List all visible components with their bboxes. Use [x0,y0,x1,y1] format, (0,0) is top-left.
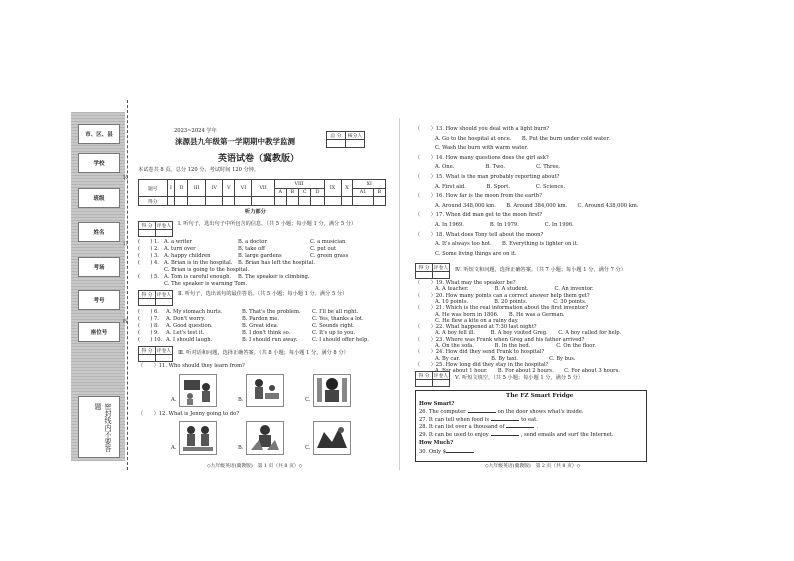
question-line[interactable]: （ ）16. How far is the moon from the earth? [415,193,542,200]
option-a: A. Tom is careful enough. [164,274,232,280]
question-line: A. 10 points. B. 20 points. C. 30 points. [435,298,587,305]
option-c: C. It's up to you. [312,330,356,336]
option-a: A. I should laugh. [166,337,213,343]
answer-paren[interactable]: ( ) [138,323,153,329]
question-line: A. He was born in 1806. B. He was a German. [435,311,565,318]
field-seat-number[interactable]: 座位号 [78,322,120,342]
section-3-heading: Ⅲ. 听对话和问题，选择正确答案。（共 8 小题；每小题 1 分，满分 8 分） [178,350,349,356]
cut-line [127,100,128,470]
line-end: on the door shows what's inside. [497,409,584,415]
field-name[interactable]: 姓名 [78,222,120,242]
sec4-score-box: 得 分 评卷人 [415,263,450,279]
question-line: A. For about 1 hour. B. For about 2 hours. C. For about 3 hours. [435,368,620,375]
item-number: 6. [154,309,159,315]
fridge-line [419,416,538,424]
answer-blank[interactable] [491,416,519,421]
question-line: A. Go to the hospital at once. B. Put the burn under cold water. [435,135,610,142]
exam-title: 涞源县九年级第一学期期中教学监测 [175,137,295,146]
sec2-score-box: 得 分 评卷人 [138,290,173,306]
line-start: 28. It can list over a thousand of [419,424,505,430]
question-line[interactable]: （ ）19. What may the speaker be? [415,280,516,286]
fridge-line [419,408,584,416]
option-a: A. Don't worry. [166,316,206,322]
option-a: A. turn over [164,246,196,252]
question-line[interactable]: （ ）17. When did man get to the moon first? [415,212,543,219]
item-number: 8. [154,323,159,329]
q12-image-c[interactable] [313,421,351,455]
item-number: 1. [154,239,159,245]
question-line[interactable]: （ ）25. How long did they stay in the hospital? [415,361,549,368]
option-a: A. happy children [164,253,211,259]
checker-cell[interactable] [346,140,365,148]
question-line[interactable]: （ ）14. How many questions does the girl ask? [415,154,549,161]
option-b: B. That's the problem. [242,309,301,315]
question-line[interactable]: （ ）24. How did they send Frank to hospital? [415,349,545,356]
q11-image-b[interactable] [246,374,284,407]
fridge-title: The FZ Smart Fridge [506,393,574,399]
option-b: B. Brian has left the hospital. [238,260,316,266]
sec1-score-box: 得 分 评卷人 [138,221,173,237]
option-c: C. Yes, thanks a lot. [312,316,364,322]
option-b: B. a doctor [238,239,267,245]
total-score-cell[interactable] [327,140,346,148]
item-number: 4. [154,260,159,266]
listening-heading: 听力部分 [245,209,266,215]
field-class[interactable]: 班级 [78,188,120,208]
option-c: C. I should offer help. [312,337,369,343]
answer-paren[interactable]: ( ) [138,316,153,322]
q11-label-a: A. [171,397,177,403]
question-line: A. By car. B. By taxi. C. By bus. [435,355,576,362]
question-11: （ ）11. Who should they learn from? [138,363,245,369]
question-line[interactable]: （ ）21. Which is the real information about the first inventor? [415,305,589,312]
answer-paren[interactable]: ( ) [138,309,153,315]
cut-label-2: 订 [123,241,129,247]
option-b: B. Pardon me. [242,316,280,322]
section-4-heading: Ⅳ. 听短文和问题，选择正确答案。（共 7 小题；每小题 1 分，满分 7 分） [455,267,626,273]
item-number: 5. [154,274,159,280]
question-line[interactable]: （ ）20. How many points can a correct answer help them get? [415,292,590,299]
option-c: C. a musician [310,239,346,245]
option-a: A. a writer [164,239,192,245]
cut-label-1: 装 [123,175,129,181]
q12-label-a: A. [171,445,177,451]
page-2-footer: ◇九年级英语(冀教版) 第 2 页（共 8 页）◇ [485,464,581,469]
question-line: A. One. B. Two. C. Three. [435,164,561,171]
option-b: B. The speaker is climbing. [238,274,310,280]
sec5-score-box: 得 分 评卷人 [415,371,450,387]
q30-blank[interactable] [446,448,474,453]
line-end: to eat. [521,416,538,423]
question-line: C. Wash the burn with warm water. [435,145,528,152]
how-smart-label: How Smart? [419,401,455,407]
answer-paren[interactable]: ( ) [138,274,153,280]
option-b: B. Great idea. [242,323,279,329]
option-b: B. I should run away. [242,337,298,343]
q11-label-b: B. [238,397,244,403]
q11-image-c[interactable] [313,374,351,407]
option-b: B. take off [238,246,265,252]
option-c: C. I'll be all right. [312,309,359,315]
seal-text: 密封线内不要答题 [94,403,112,452]
section-2-heading: Ⅱ. 听句子，选出该句的最佳答语。（共 5 小题；每小题 1 分，满分 5 分） [178,291,348,297]
question-line[interactable]: （ ）13. How should you deal with a light burn? [415,126,550,132]
option-a: C. Brian is going to the hospital. [164,267,250,273]
option-c: C. green grass [310,253,349,259]
page-1-footer: ◇九年级英语(冀教版) 第 1 页（共 8 页）◇ [207,464,303,469]
answer-paren[interactable]: ( ) [138,337,153,343]
field-exam-number[interactable]: 考号 [78,290,120,310]
item-number: 10. [154,337,163,343]
question-line: C. He flew a kite on a rainy day. [435,317,519,324]
q12-image-b[interactable] [246,421,284,455]
option-a: A. My stomach hurts. [166,309,223,315]
option-b: B. I don't think so. [242,330,291,336]
answer-blank[interactable] [468,408,496,413]
sec3-score-box: 得 分 评卷人 [138,346,173,362]
seal-box [78,396,120,458]
total-score-box: 总 分 核分人 [326,131,365,148]
section-5-heading: Ⅴ. 听短文填空。（共 5 小题；每小题 1 分，满分 5 分） [455,375,583,381]
q12-label-b: B. [238,445,244,451]
q12-label-c: C. [305,445,311,451]
item-number: 9. [154,330,159,336]
option-c: C. Sounds right. [312,323,355,329]
q12-image-a[interactable] [179,421,217,455]
field-exam-room[interactable]: 考场 [78,257,120,277]
q11-image-a[interactable] [179,374,217,407]
question-line[interactable]: （ ）22. What happened at 7:30 last night? [415,324,537,331]
option-a: A. Let's test it. [166,330,205,336]
page-divider [399,118,400,470]
q11-label-c: C. [305,397,311,403]
answer-paren[interactable]: ( ) [138,330,153,336]
fridge-line [419,431,614,439]
question-line: A. In 1969. B. In 1979. C. In 1996. [435,222,574,228]
question-line[interactable]: （ ）23. Where was Frank when Greg and his father arrived? [415,336,585,343]
question-line[interactable]: （ ）15. What is the man probably reporting about? [415,174,560,180]
answer-blank[interactable] [491,431,519,436]
line-start: 27. It can tell when food is [419,416,490,423]
question-line: A. A teacher. B. A student. C. An inventor. [435,286,594,293]
cut-label-3: 线 [123,319,129,325]
school-year: 2023~2024 学年 [174,128,217,134]
line-start: 26. The computer [419,409,466,415]
item-number: 7. [154,316,159,322]
question-12: （ ）12. What is Jenny going to do? [138,411,240,417]
question-line: C. Some living things are on it. [435,250,517,257]
question-line[interactable]: （ ）18. What does Tony tell about the moon? [415,231,544,238]
line-end: , send emails and surf the Internet. [520,431,614,438]
exam-notice: 本试卷共 8 页。总分 120 分，考试时间 120 分钟。 [138,167,260,173]
fridge-line [419,423,538,431]
section-1-heading: Ⅰ. 听句子，选出句子中所包含的信息。（共 5 小题；每小题 1 分，满分 5 分） [178,221,357,227]
answer-paren[interactable]: ( ) [138,239,153,245]
option-b: B. large gardens [238,253,282,259]
option-a: C. The speaker is warning Tom. [164,281,248,287]
answer-paren[interactable]: ( ) [138,253,153,259]
option-c: C. put out [310,246,337,252]
line-start: 29. It can be used to enjoy [419,431,489,438]
field-district[interactable]: 市、区、县 [78,124,120,144]
score-grid: 题号 I II III IV V VI VII VIII IX X XI A B C D A1 B 得分 [138,179,386,206]
line-end: . [536,424,539,430]
q30-line: 30. Only $ [419,448,474,456]
answer-paren[interactable]: ( ) [138,246,153,252]
question-line: A. First aid. B. Sport. C. Science. [435,183,566,190]
field-school[interactable]: 学校 [78,153,120,173]
how-much-label: How Much? [419,440,454,446]
answer-paren[interactable]: ( ) [138,260,153,266]
item-number: 3. [154,253,159,259]
fridge-table [415,390,647,462]
exam-subtitle: 英语试卷（冀教版） [218,154,300,164]
question-line: A. It's always too hot. B. Everything is lighter on it. [435,241,579,248]
option-a: A. Brian is in the hospital. [164,260,233,266]
question-line: A. On the sofa. B. In the bed. C. On the floor. [435,343,596,349]
question-line: A. A boy fell ill. B. A boy visited Greg. C. A boy called for help. [435,330,622,337]
answer-blank[interactable] [506,423,534,428]
item-number: 2. [154,246,159,252]
question-line: A. Around 348,000 km. B. Around 384,000 km. C. Around 438,000 km. [435,202,639,209]
option-a: A. Good question. [166,323,213,329]
